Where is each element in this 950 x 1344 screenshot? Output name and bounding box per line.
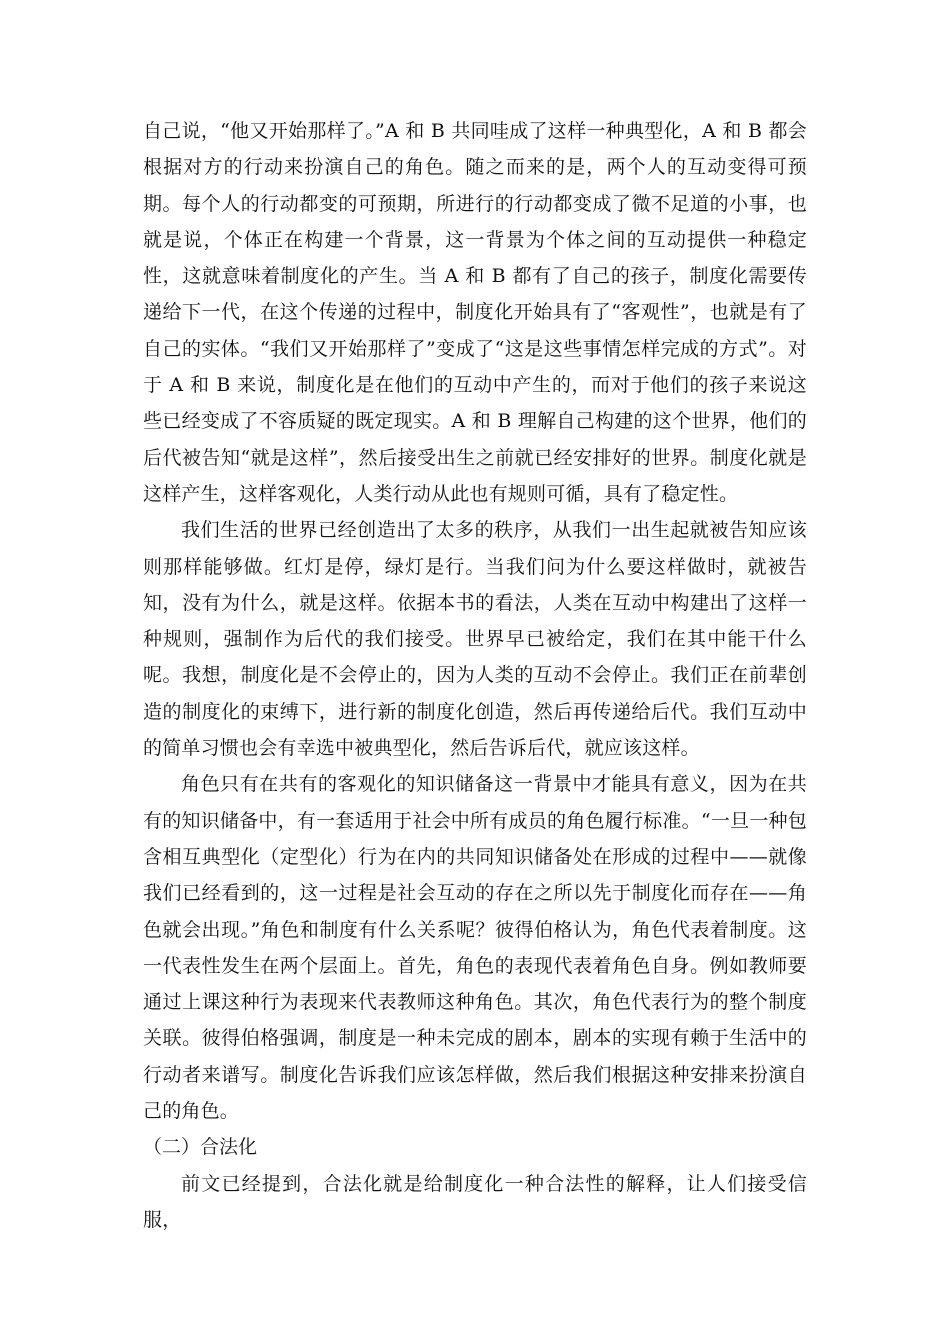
paragraph-2: 我们生活的世界已经创造出了太多的秩序，从我们一出生起就被告知应该则那样能够做。红灯是停，绿灯是行。当我们问为什么要这样做时，就被告知，没有为什么，就是这样。依据本书的看法，人类在互动中构建出了这样一种规则，强制作为后代的我们接受。世界早已被给定，我们在其中能干什么呢。我想，制度化是不会停止的，因为人类的互动不会停止。我们正在前辈创造的制度化的束缚下，进行新的制度化创造，然后再传递给后代。我们互动中的简单习惯也会有幸选中被典型化，然后告诉后代，就应该这样。 [143, 519, 807, 760]
section-heading: （二）合法化 [143, 1136, 258, 1159]
paragraph-3: 角色只有在共有的客观化的知识储备这一背景中才能具有意义，因为在共有的知识储备中，有一套适用于社会中所有成员的角色履行标准。“一旦一种包含相互典型化（定型化）行为在内的共同知识储备处在形成的过程中——就像我们已经看到的，这一过程是社会互动的存在之所以先于制度化而存在——角色就会出现。”角色和制度有什么关系呢？彼得伯格认为，角色代表着制度。这一代表性发生在两个层面上。首先，角色的表现代表着角色自身。例如教师要通过上课这种行为表现来代表教师这种角色。其次，角色代表行为的整个制度关联。彼得伯格强调，制度是一种未完成的剧本，剧本的实现有赖于生活中的行动者来谱写。制度化告诉我们应该怎样做，然后我们根据这种安排来扮演自己的角色。 [143, 773, 807, 1123]
paragraph-4: 前文已经提到，合法化就是给制度化一种合法性的解释，让人们接受信服， [143, 1172, 807, 1231]
paragraph-1: 自己说，“他又开始那样了。”A 和 B 共同哇成了这样一种典型化，A 和 B 都会根据对方的行动来扮演自己的角色。随之而来的是，两个人的互动变得可预期。每个人的行动都变的可预期，所进行的行动都变成了微不足道的小事，也就是说，个体正在构建一个背景，这一背景为个体之间的互动提供一种稳定性，这就意味着制度化的产生。当 A 和 B 都有了自己的孩子，制度化需要传递给下一代，在这个传递的过程中，制度化开始具有了“客观性”，也就是有了自己的实体。“我们又开始那样了”变成了“这是这些事情怎样完成的方式”。对于 A 和 B 来说，制度化是在他们的互动中产生的，而对于他们的孩子来说这些已经变成了不容质疑的既定现实。A 和 B 理解自己构建的这个世界，他们的后代被告知“就是这样”，然后接受出生之前就已经安排好的世界。制度化就是这样产生，这样客观化，人类行动从此也有规则可循，具有了稳定性。 [143, 120, 807, 505]
document-page [143, 113, 807, 1238]
